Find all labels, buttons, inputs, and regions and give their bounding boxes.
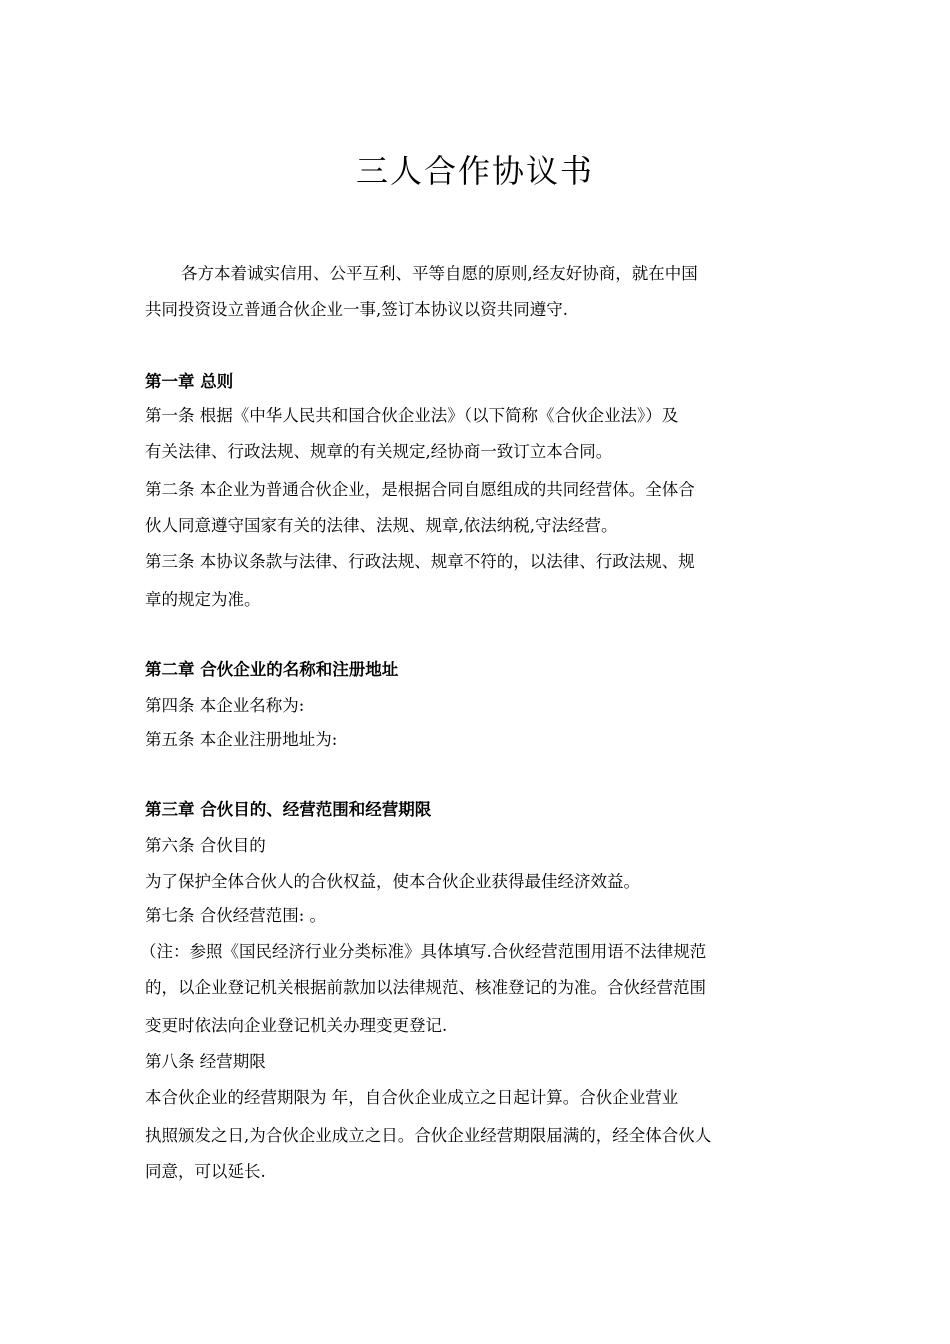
article8-line-3: 执照颁发之日,为合伙企业成立之日。合伙企业经营期限届满的，经全体合伙人 <box>145 1126 712 1145</box>
article3-line-1: 第三条 本协议条款与法律、行政法规、规章不符的，以法律、行政法规、规 <box>145 552 695 571</box>
preamble-line-1: 各方本着诚实信用、公平互利、平等自愿的原则,经友好协商，就在中国 <box>181 264 698 283</box>
article6-line-1: 第六条 合伙目的 <box>145 836 266 855</box>
note-line-3: 变更时依法向企业登记机关办理变更登记. <box>145 1016 448 1035</box>
chapter2-heading: 第二章 合伙企业的名称和注册地址 <box>145 660 399 679</box>
article3-line-2: 章的规定为准。 <box>145 590 261 609</box>
article4-line: 第四条 本企业名称为: <box>145 696 305 715</box>
document-title: 三人合作协议书 <box>355 152 594 191</box>
note-line-1: （注：参照《国民经济行业分类标准》具体填写.合伙经营范围用语不法律规范 <box>140 942 707 961</box>
article8-line-4: 同意，可以延长. <box>145 1162 266 1181</box>
article2-line-1: 第二条 本企业为普通合伙企业，是根据合同自愿组成的共同经营体。全体合 <box>145 480 695 499</box>
article1-line-1: 第一条 根据《中华人民共和国合伙企业法》（以下简称《合伙企业法》）及 <box>145 406 679 425</box>
article6-line-2: 为了保护全体合伙人的合伙权益，使本合伙企业获得最佳经济效益。 <box>145 872 640 891</box>
chapter3-heading: 第三章 合伙目的、经营范围和经营期限 <box>145 800 432 819</box>
article2-line-2: 伙人同意遵守国家有关的法律、法规、规章,依法纳税,守法经营。 <box>145 516 618 535</box>
article8-line-1: 第八条 经营期限 <box>145 1052 266 1071</box>
article7-line: 第七条 合伙经营范围: 。 <box>145 906 327 925</box>
preamble-line-2: 共同投资设立普通合伙企业一事,签订本协议以资共同遵守. <box>145 300 568 319</box>
article1-line-2: 有关法律、行政法规、规章的有关规定,经协商一致订立本合同。 <box>145 442 613 461</box>
article8-line-2: 本合伙企业的经营期限为 年，自合伙企业成立之日起计算。合伙企业营业 <box>145 1088 679 1107</box>
chapter1-heading: 第一章 总则 <box>145 372 234 391</box>
article5-line: 第五条 本企业注册地址为: <box>145 730 338 749</box>
note-line-2: 的，以企业登记机关根据前款加以法律规范、核准登记的为准。合伙经营范围 <box>145 978 706 997</box>
